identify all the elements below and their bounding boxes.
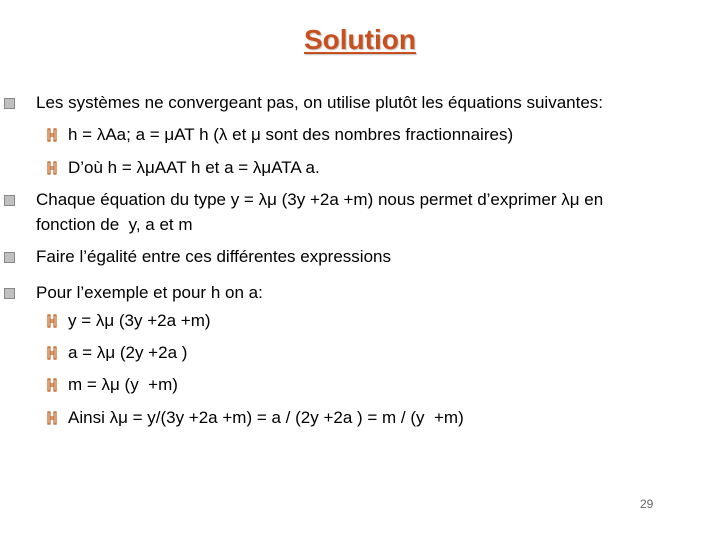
bullet-text: Chaque équation du type y = λμ (3y +2a +m) nous permet d’exprimer λμ en <box>36 190 604 209</box>
sub-bullet-text: m = λμ (y +m) <box>68 375 178 394</box>
bullet-text: Les systèmes ne convergeant pas, on utilise plutôt les équations suivantes: <box>36 93 604 112</box>
hollow-h-bullet-icon <box>46 378 58 392</box>
sub-bullet-text: y = λμ (3y +2a +m) <box>68 311 211 330</box>
square-bullet-icon <box>4 98 16 110</box>
sub-bullet-text: a = λμ (2y +2a ) <box>68 343 188 362</box>
hollow-h-bullet-icon <box>46 128 58 142</box>
sub-bullet-text: h = λAa; a = μAT h (λ et μ sont des nombres fractionnaires) <box>68 125 514 144</box>
slide-title: Solution <box>304 24 416 55</box>
hollow-h-bullet-icon <box>46 314 58 328</box>
square-bullet-icon <box>4 252 16 264</box>
bullet-text-continued: fonction de y, a et m <box>36 215 193 234</box>
bullet-text: Pour l’exemple et pour h on a: <box>36 283 263 302</box>
hollow-h-bullet-icon <box>46 411 58 425</box>
page-number: 29 <box>640 497 654 511</box>
hollow-h-bullet-icon <box>46 346 58 360</box>
square-bullet-icon <box>4 195 16 207</box>
sub-bullet-text: D’où h = λμAAT h et a = λμATA a. <box>68 158 320 177</box>
square-bullet-icon <box>4 288 16 300</box>
hollow-h-bullet-icon <box>46 161 58 175</box>
bullet-text: Faire l’égalité entre ces différentes expressions <box>36 247 391 266</box>
sub-bullet-text: Ainsi λμ = y/(3y +2a +m) = a / (2y +2a ) = m / (y +m) <box>68 408 464 427</box>
